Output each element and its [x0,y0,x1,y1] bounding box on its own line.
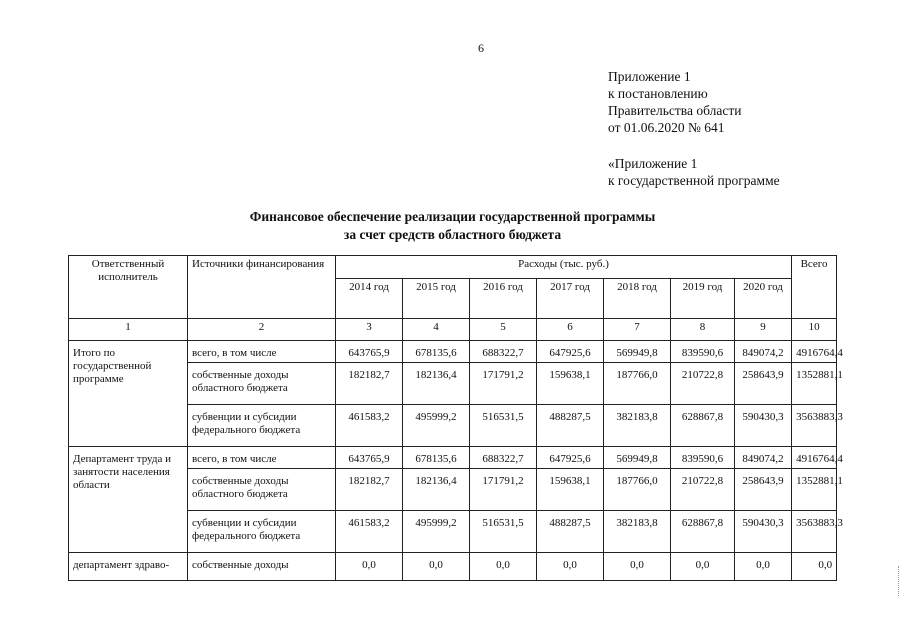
value-cell: 647925,6 [537,447,604,469]
column-number: 4 [403,319,470,341]
value-cell: 839590,6 [671,447,735,469]
appendix-line: Приложение 1 [608,69,691,84]
value-cell: 258643,9 [735,363,792,405]
value-cell: 159638,1 [537,469,604,511]
column-number: 6 [537,319,604,341]
value-cell: 628867,8 [671,405,735,447]
column-number: 1 [69,319,188,341]
column-number: 3 [336,319,403,341]
appendix-line: от 01.06.2020 № 641 [608,120,725,135]
column-number: 8 [671,319,735,341]
source-cell: субвенции и субсидии федерального бюджета [188,511,336,553]
header-year: 2017 год [537,279,604,319]
total-cell: 0,0 [792,553,837,581]
header-year: 2014 год [336,279,403,319]
value-cell: 159638,1 [537,363,604,405]
scan-speck [898,566,901,596]
value-cell: 569949,8 [604,447,671,469]
header-total: Всего [792,256,837,319]
column-number: 7 [604,319,671,341]
executor-cell: департамент здраво- [69,553,188,581]
value-cell: 643765,9 [336,341,403,363]
value-cell: 0,0 [403,553,470,581]
value-cell: 182136,4 [403,363,470,405]
appendix-program-line: «Приложение 1 [608,156,698,171]
header-executor: Ответственный исполнитель [69,256,188,319]
appendix-line: к постановлению [608,86,708,101]
source-cell: всего, в том числе [188,341,336,363]
value-cell: 590430,3 [735,405,792,447]
title-line: Финансовое обеспечение реализации государственной программы [249,209,656,224]
value-cell: 0,0 [735,553,792,581]
value-cell: 210722,8 [671,469,735,511]
executor-cell: Департамент труда и занятости населения области [69,447,188,553]
title-line: за счет средств областного бюджета [343,227,562,242]
executor-cell: Итого по государственной программе [69,341,188,447]
header-expenses: Расходы (тыс. руб.) [336,256,792,279]
value-cell: 258643,9 [735,469,792,511]
value-cell: 569949,8 [604,341,671,363]
value-cell: 210722,8 [671,363,735,405]
value-cell: 516531,5 [470,511,537,553]
value-cell: 187766,0 [604,469,671,511]
header-year: 2019 год [671,279,735,319]
value-cell: 382183,8 [604,511,671,553]
value-cell: 171791,2 [470,363,537,405]
header-year: 2018 год [604,279,671,319]
source-cell: собственные доходы [188,553,336,581]
header-year: 2020 год [735,279,792,319]
value-cell: 849074,2 [735,341,792,363]
value-cell: 628867,8 [671,511,735,553]
column-number: 10 [792,319,837,341]
header-sources: Источники финансирования [188,256,336,319]
total-cell: 4916764,4 [792,341,837,363]
value-cell: 0,0 [336,553,403,581]
document-title [0,208,905,244]
total-cell: 1352881,1 [792,363,837,405]
table-row [69,447,837,469]
value-cell: 182136,4 [403,469,470,511]
value-cell: 182182,7 [336,363,403,405]
header-year: 2016 год [470,279,537,319]
value-cell: 488287,5 [537,511,604,553]
value-cell: 0,0 [604,553,671,581]
header-year: 2015 год [403,279,470,319]
value-cell: 590430,3 [735,511,792,553]
source-cell: всего, в том числе [188,447,336,469]
table-row [69,553,837,581]
value-cell: 187766,0 [604,363,671,405]
column-number: 5 [470,319,537,341]
value-cell: 678135,6 [403,447,470,469]
value-cell: 678135,6 [403,341,470,363]
value-cell: 461583,2 [336,511,403,553]
value-cell: 495999,2 [403,405,470,447]
column-number: 9 [735,319,792,341]
value-cell: 0,0 [537,553,604,581]
value-cell: 849074,2 [735,447,792,469]
value-cell: 688322,7 [470,341,537,363]
value-cell: 171791,2 [470,469,537,511]
table-row [69,341,837,363]
source-cell: субвенции и субсидии федерального бюджета [188,405,336,447]
page-number: 6 [478,41,484,55]
appendix-program-block [608,155,780,189]
value-cell: 688322,7 [470,447,537,469]
value-cell: 647925,6 [537,341,604,363]
value-cell: 516531,5 [470,405,537,447]
total-cell: 3563883,3 [792,405,837,447]
value-cell: 495999,2 [403,511,470,553]
value-cell: 0,0 [671,553,735,581]
total-cell: 4916764,4 [792,447,837,469]
value-cell: 461583,2 [336,405,403,447]
financing-table [68,255,843,581]
value-cell: 839590,6 [671,341,735,363]
appendix-program-line: к государственной программе [608,173,780,188]
value-cell: 382183,8 [604,405,671,447]
value-cell: 488287,5 [537,405,604,447]
total-cell: 3563883,3 [792,511,837,553]
appendix-line: Правительства области [608,103,742,118]
value-cell: 643765,9 [336,447,403,469]
value-cell: 182182,7 [336,469,403,511]
total-cell: 1352881,1 [792,469,837,511]
source-cell: собственные доходы областного бюджета [188,469,336,511]
source-cell: собственные доходы областного бюджета [188,363,336,405]
appendix-block [608,68,741,136]
column-number: 2 [188,319,336,341]
value-cell: 0,0 [470,553,537,581]
